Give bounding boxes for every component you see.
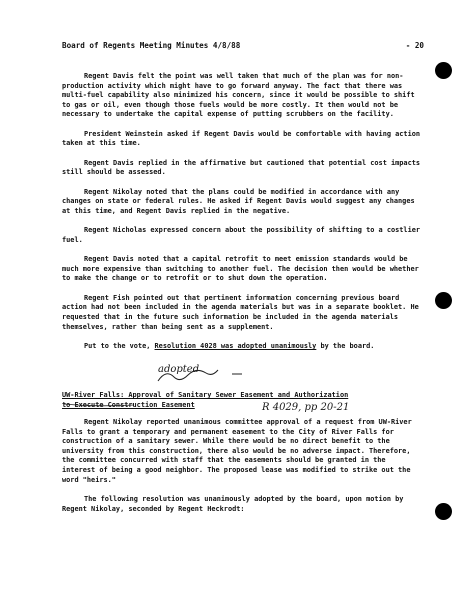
paragraph-davis-reply: Regent Davis replied in the affirmative but cautioned that potential cost impacts still should be assessed. (62, 158, 421, 177)
paragraph-nicholas: Regent Nicholas expressed concern about the possibility of shifting to a costlier fuel. (62, 226, 421, 244)
section-heading (62, 391, 348, 410)
vote-resolution: Resolution 4028 was adopted unanimously (154, 342, 317, 351)
paragraph-davis-point: Regent Davis felt the point was well taken that much of the plan was for non-production activity which might have to go forward anyway. The fact that there was multi-fuel capability also minimized his concern, since it would be possible to shift to gas or oil, even though those fuels would be more costly. It then would not be necessary to undertake the capital expense of putting scrubbers on the facility. (62, 72, 415, 119)
paragraph-fish: Regent Fish pointed out that pertinent information concerning previous board action had not been included in the agenda materials but was in a separate booklet. He requested that in the future such information be included in the agenda materials themselves, rather than being sent as a supplement. (62, 293, 419, 331)
page-header (62, 41, 424, 50)
vote-prefix: Put to the vote, (84, 342, 155, 351)
vote-suffix: by the board. (316, 342, 375, 351)
binder-hole-middle (435, 292, 452, 309)
paragraph-davis-retrofit: Regent Davis noted that a capital retrofit to meet emission standards would be much more expensive than switching to another fuel. The decision then would be whether to make the change or to retrofit or to shut down the operation. (62, 255, 419, 283)
vote-sentence (62, 342, 422, 352)
paragraph-nikolay: Regent Nikolay noted that the plans could be modified in accordance with any changes on state or federal rules. He asked if Regent Davis would suggest any changes at this time, and Regent Davis replied in the negative. (62, 187, 415, 215)
paragraph-weinstein: President Weinstein asked if Regent Davis would be comfortable with having action taken at this time. (62, 129, 421, 148)
header-title: Board of Regents Meeting Minutes 4/8/88 (62, 41, 241, 50)
binder-hole-bottom (435, 503, 452, 520)
heading-line-2: to Execute Construction Easement (62, 400, 195, 409)
body-text-upper (62, 72, 422, 361)
paragraph-river-falls: Regent Nikolay reported unanimous committee approval of a request from UW-River Falls to grant a temporary and permanent easement to the City of River Falls for construction of a sanitary sewer. While there would be no direct benefit to the university from this construction, there also would be no adverse impact. Therefore, the committee concurred with staff that the easements should be granted in the interest of being a good neighbor. The proposed lease was modified to strike out the word "heirs." (62, 418, 412, 484)
page-number: - 20 (405, 41, 424, 50)
body-text-lower (62, 418, 422, 524)
handwritten-adopted: adopted (158, 364, 200, 375)
heading-line-1: UW-River Falls: Approval of Sanitary Sewer Easement and Authorization (62, 391, 349, 399)
paragraph-resolution-intro: The following resolution was unanimously adopted by the board, upon motion by Regent Nikolay, seconded by Regent Heckrodt: (62, 494, 404, 513)
binder-hole-top (435, 62, 452, 79)
handwritten-resolution-ref: R 4029, pp 20-21 (262, 402, 350, 413)
